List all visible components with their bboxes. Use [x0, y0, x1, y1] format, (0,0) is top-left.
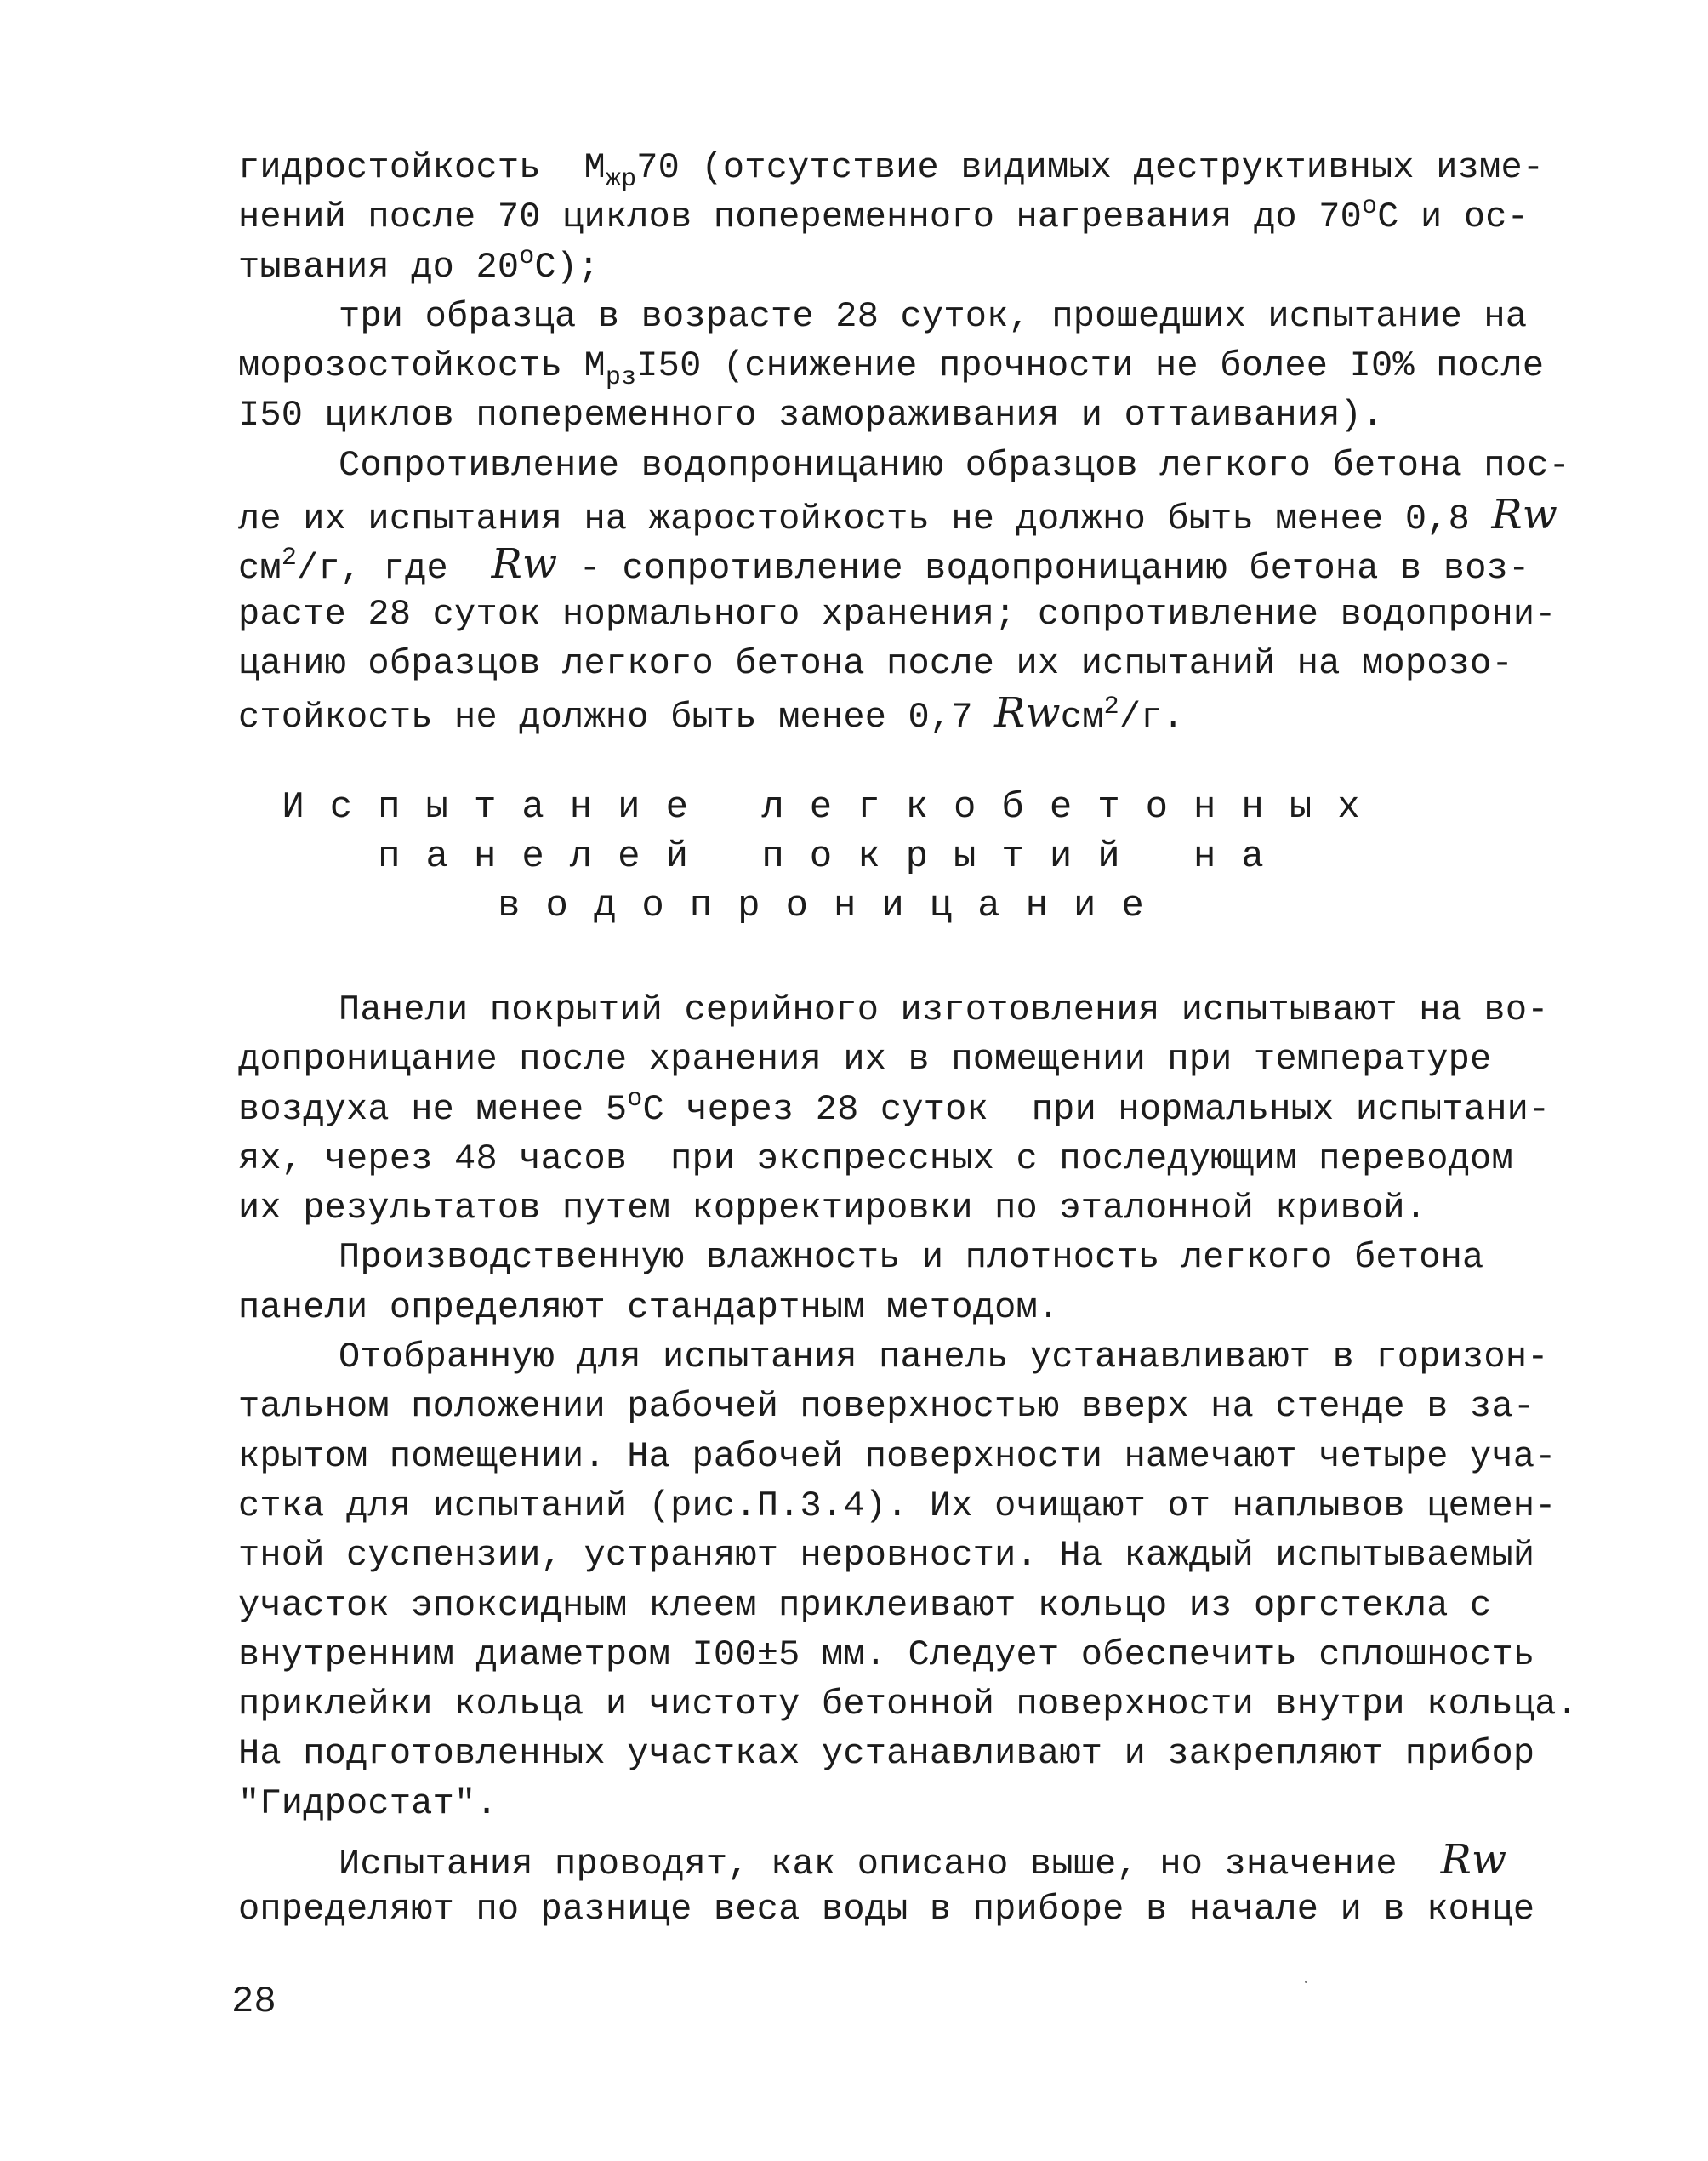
- text-line: ле их испытания на жаростойкость не должно быть менее 0,8 Rw: [238, 491, 1558, 540]
- page-number: 28: [231, 1981, 276, 2023]
- rw-symbol: Rw: [1491, 491, 1558, 539]
- text-line: расте 28 суток нормального хранения; сопротивление водопрони-: [238, 593, 1557, 635]
- text-line: три образца в возрасте 28 суток, прошедших испытание на: [339, 295, 1528, 337]
- text-line: Испытания проводят, как описано выше, но значение Rw: [339, 1836, 1507, 1885]
- text-line: Производственную влажность и плотность легкого бетона: [339, 1237, 1484, 1279]
- text-line: внутренним диаметром I00±5 мм. Следует обеспечить сплошность: [238, 1634, 1535, 1675]
- text-line: Панели покрытий серийного изготовления испытывают на во-: [339, 989, 1549, 1030]
- text-line: допроницание после хранения их в помещении при температуре: [238, 1039, 1492, 1080]
- text-line: тывания до $20^оС$);: [238, 242, 600, 288]
- text-line: Отобранную для испытания панель устанавливают в горизон-: [339, 1337, 1549, 1378]
- text-line: стойкость не должно быть менее 0,7 Rwсм$^2$/г.: [238, 689, 1185, 738]
- text-line: крытом помещении. На рабочей поверхности намечают четыре уча-: [238, 1435, 1557, 1477]
- heading-line: Испытание легкобетонных: [282, 786, 1386, 829]
- text-line: тной суспензии, устраняют неровности. На каждый испытываемый: [238, 1535, 1535, 1577]
- heading-line: водопроницание: [498, 885, 1170, 927]
- text-line: I50 циклов попеременного замораживания и оттаивания).: [238, 395, 1384, 436]
- scan-speck: [1305, 1981, 1307, 1983]
- text-line: Сопротивление водопроницанию образцов легкого бетона пос-: [339, 444, 1571, 486]
- text-block-top: [238, 143, 1571, 738]
- text-line: "Гидростат".: [238, 1782, 498, 1824]
- text-line: стка для испытаний (рис.П.3.4). Их очищают от наплывов цемен-: [238, 1485, 1557, 1526]
- text-line: определяют по разнице веса воды в приборе в начале и в конце: [238, 1889, 1535, 1930]
- text-line: панели определяют стандартным методом.: [238, 1286, 1060, 1328]
- rw-symbol: Rw: [994, 689, 1061, 738]
- text-line: приклейки кольца и чистоту бетонной поверхности внутри кольца.: [238, 1684, 1579, 1725]
- text-line: гидростойкость $М_{жр}70$ (отсутствие видимых деструктивных изме-: [238, 147, 1545, 194]
- text-line: $см^2/г$, где Rw - сопротивление водопроницанию бетона в воз-: [238, 540, 1530, 590]
- text-line: ях, через 48 часов при экспрессных с последующим переводом: [238, 1138, 1513, 1179]
- text-line: нений после 70 циклов попеременного нагревания до $70^оС$ и ос-: [238, 192, 1529, 238]
- text-line: цанию образцов легкого бетона после их испытаний на морозо-: [238, 642, 1513, 684]
- text-line: участок эпоксидным клеем приклеивают кольцо из оргстекла с: [238, 1584, 1492, 1626]
- text-line: воздуха не менее $5^оС$ через 28 суток при нормальных испытани-: [238, 1084, 1551, 1130]
- text-line: морозостойкость $М_{рз}I50$ (снижение прочности не более I0% после: [238, 345, 1545, 393]
- text-line: На подготовленных участках устанавливают и закрепляют прибор: [238, 1733, 1535, 1775]
- rw-symbol: Rw: [1440, 1836, 1507, 1884]
- rw-symbol: Rw: [491, 540, 558, 589]
- heading-line: панелей покрытий на: [378, 835, 1290, 878]
- section-heading: [255, 783, 1412, 931]
- text-line: их результатов путем корректировки по эталонной кривой.: [238, 1188, 1427, 1229]
- text-block-bottom: [238, 985, 1579, 1935]
- text-line: тальном положении рабочей поверхностью вверх на стенде в за-: [238, 1386, 1535, 1428]
